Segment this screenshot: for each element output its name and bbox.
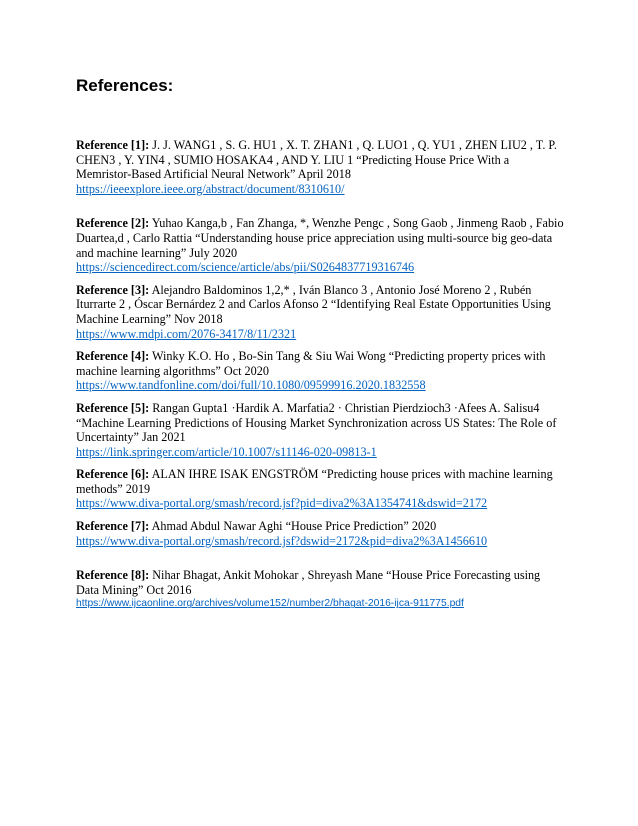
reference-item	[76, 283, 566, 341]
reference-link[interactable]: https://www.ijcaonline.org/archives/volume152/number2/bhagat-2016-ijca-911775.pdf	[76, 598, 464, 610]
reference-link[interactable]: https://www.tandfonline.com/doi/full/10.1080/09599916.2020.1832558	[76, 378, 426, 393]
reference-label: Reference [3]:	[76, 282, 150, 297]
reference-text: Winky K.O. Ho , Bo-Sin Tang & Siu Wai Wong “Predicting property prices with machine learning algorithms” Oct 2020	[76, 349, 546, 378]
reference-label: Reference [4]:	[76, 349, 150, 364]
reference-text: J. J. WANG1 , S. G. HU1 , X. T. ZHAN1 , Q. LUO1 , Q. YU1 , ZHEN LIU2 , T. P. CHEN3 , Y. YIN4 , SUMIO HOSAKA4 , AND Y. LIU 1 “Predicting House Price With a Memristor-Based Artificial Neural Network” April 2018	[76, 138, 557, 182]
reference-label: Reference [2]:	[76, 216, 150, 231]
reference-item	[76, 467, 566, 511]
reference-link[interactable]: https://link.springer.com/article/10.1007/s11146-020-09813-1	[76, 444, 377, 459]
reference-text: Nihar Bhagat, Ankit Mohokar , Shreyash Mane “House Price Forecasting using Data Mining” Oct 2016	[76, 568, 541, 597]
reference-link[interactable]: https://www.mdpi.com/2076-3417/8/11/2321	[76, 326, 297, 341]
reference-text: Alejandro Baldominos 1,2,* , Iván Blanco 3 , Antonio José Moreno 2 , Rubén Iturrarte 2 , Óscar Bernárdez 2 and Carlos Afonso 2 “Identifying Real Estate Opportunities Using Machine Learning” Nov 2018	[76, 282, 551, 326]
page-title: References:	[76, 76, 174, 95]
reference-item	[76, 216, 566, 274]
reference-link[interactable]: https://sciencedirect.com/science/article/abs/pii/S0264837719316746	[76, 260, 415, 275]
reference-text: Rangan Gupta1 ·Hardik A. Marfatia2 · Christian Pierdzioch3 ·Afees A. Salisu4 “Machine Learning Predictions of Housing Market Synchronization across US States: The Role of Uncertainty” Jan 2021	[76, 400, 557, 445]
reference-label: Reference [5]:	[76, 400, 150, 415]
reference-label: Reference [7]:	[76, 519, 150, 534]
reference-text: Yuhao Kanga,b , Fan Zhanga, *, Wenzhe Pengc , Song Gaob , Jinmeng Raob , Fabio Duartea,d , Carlo Rattia “Understanding house price appreciation using multi-source big geo-data and machine learning” July 2020	[76, 216, 564, 260]
reference-item	[76, 568, 566, 610]
reference-item	[76, 519, 566, 548]
reference-label: Reference [6]:	[76, 467, 150, 482]
reference-link[interactable]: https://www.diva-portal.org/smash/record.jsf?dswid=2172&pid=diva2%3A1456610	[76, 533, 488, 548]
reference-link[interactable]: https://www.diva-portal.org/smash/record.jsf?pid=diva2%3A1354741&dswid=2172	[76, 496, 488, 511]
reference-item	[76, 138, 566, 196]
reference-link[interactable]: https://ieeexplore.ieee.org/abstract/document/8310610/	[76, 181, 345, 196]
reference-item	[76, 349, 566, 393]
reference-item	[76, 401, 566, 459]
reference-list	[76, 138, 566, 622]
reference-text: Ahmad Abdul Nawar Aghi “House Price Prediction” 2020	[149, 519, 437, 534]
reference-label: Reference [8]:	[76, 568, 150, 583]
reference-label: Reference [1]:	[76, 138, 150, 152]
reference-text: ALAN IHRE ISAK ENGSTRÖM “Predicting house prices with machine learning methods” 2019	[76, 467, 553, 496]
